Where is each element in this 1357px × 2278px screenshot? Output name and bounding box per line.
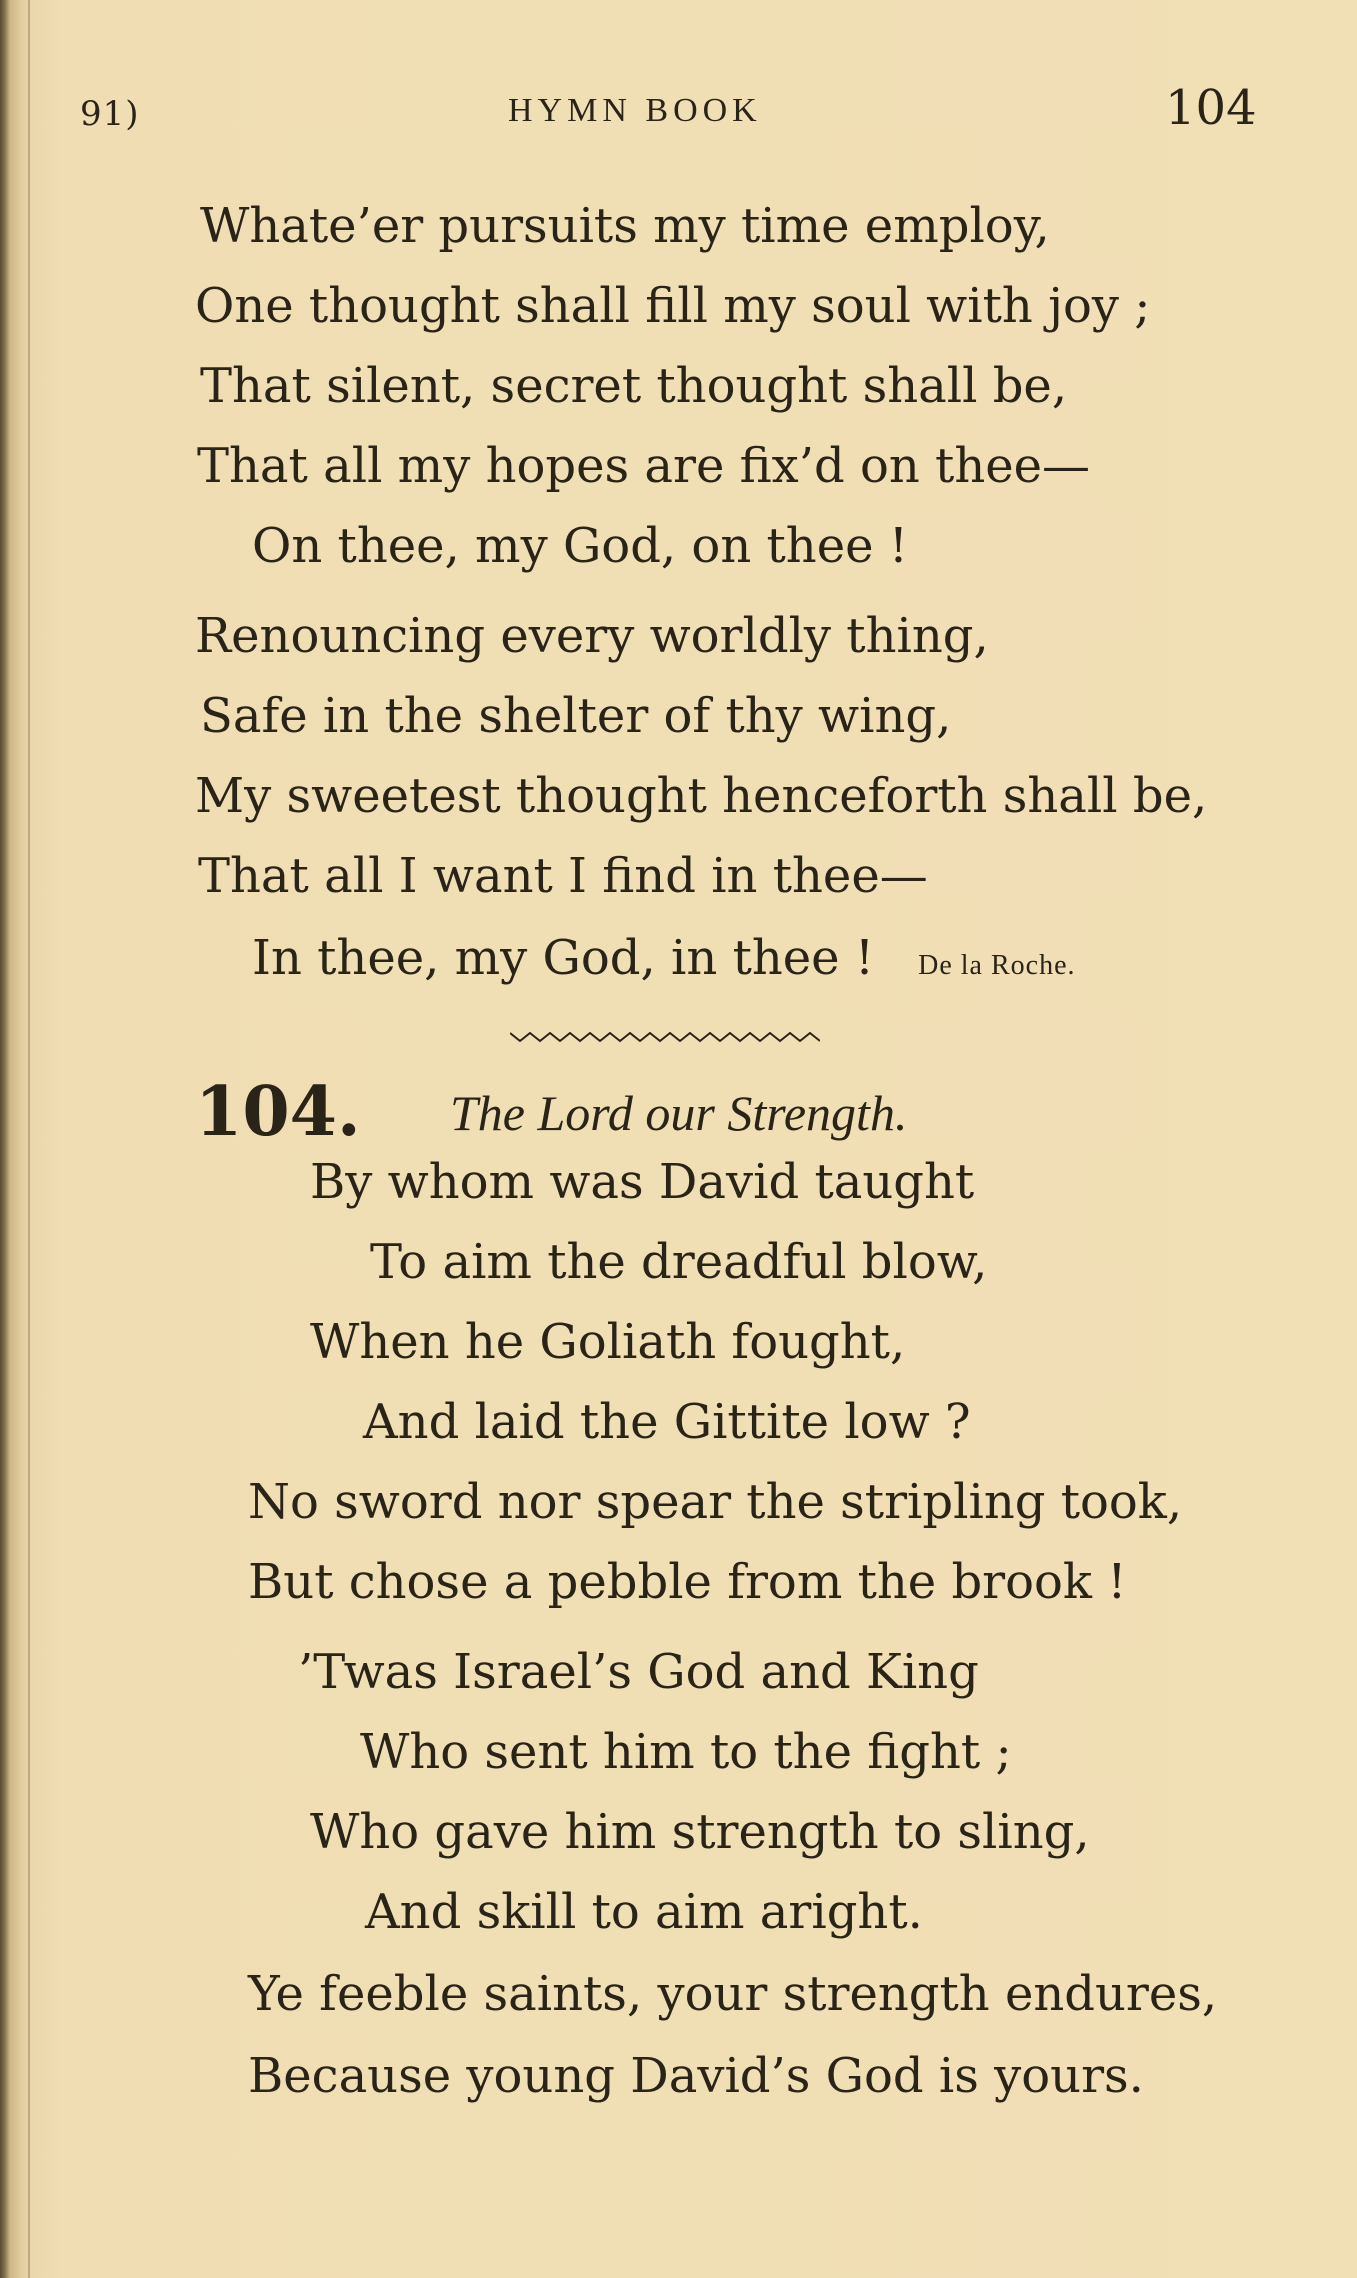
verse-line: On thee, my God, on thee ! (252, 518, 909, 574)
verse-line: That silent, secret thought shall be, (200, 358, 1068, 414)
verse-line: When he Goliath fought, (310, 1314, 906, 1370)
verse-line: My sweetest thought henceforth shall be, (195, 768, 1208, 824)
author-attribution: De la Roche. (918, 950, 1076, 981)
verse-line: To aim the dreadful blow, (370, 1234, 988, 1290)
verse-line-text: In thee, my God, in thee ! (252, 930, 875, 986)
verse-line: Who sent him to the fight ; (360, 1724, 1012, 1780)
ornamental-divider (510, 1030, 820, 1044)
running-header (0, 80, 1357, 150)
verse-line-with-attribution (252, 928, 1076, 996)
verse-line: That all my hopes are fix’d on thee— (197, 438, 1091, 494)
verse-line: Who gave him strength to sling, (310, 1804, 1090, 1860)
hymn-title: The Lord our Strength. (450, 1085, 908, 1141)
verse-line: No sword nor spear the stripling took, (248, 1474, 1183, 1530)
header-title: HYMN BOOK (508, 92, 762, 129)
verse-line: One thought shall fill my soul with joy ; (195, 278, 1151, 334)
verse-line: Whate’er pursuits my time employ, (200, 198, 1050, 254)
book-spine-shadow (0, 0, 30, 2278)
verse-line: Renouncing every worldly thing, (195, 608, 989, 664)
header-page-ref: 91) (80, 94, 140, 134)
verse-line: Because young David’s God is yours. (248, 2048, 1144, 2104)
verse-line: But chose a pebble from the brook ! (248, 1554, 1127, 1610)
verse-line: And laid the Gittite low ? (363, 1394, 971, 1450)
header-hymn-number: 104 (1165, 80, 1257, 136)
verse-line: And skill to aim aright. (365, 1884, 923, 1940)
verse-line: By whom was David taught (310, 1154, 975, 1210)
verse-line: ’Twas Israel’s God and King (298, 1644, 979, 1700)
verse-line: That all I want I find in thee— (198, 848, 928, 904)
verse-line: Ye feeble saints, your strength endures, (248, 1966, 1218, 2022)
verse-line: Safe in the shelter of thy wing, (200, 688, 952, 744)
page-edge-line (28, 0, 30, 2278)
hymn-number: 104. (195, 1072, 361, 1152)
